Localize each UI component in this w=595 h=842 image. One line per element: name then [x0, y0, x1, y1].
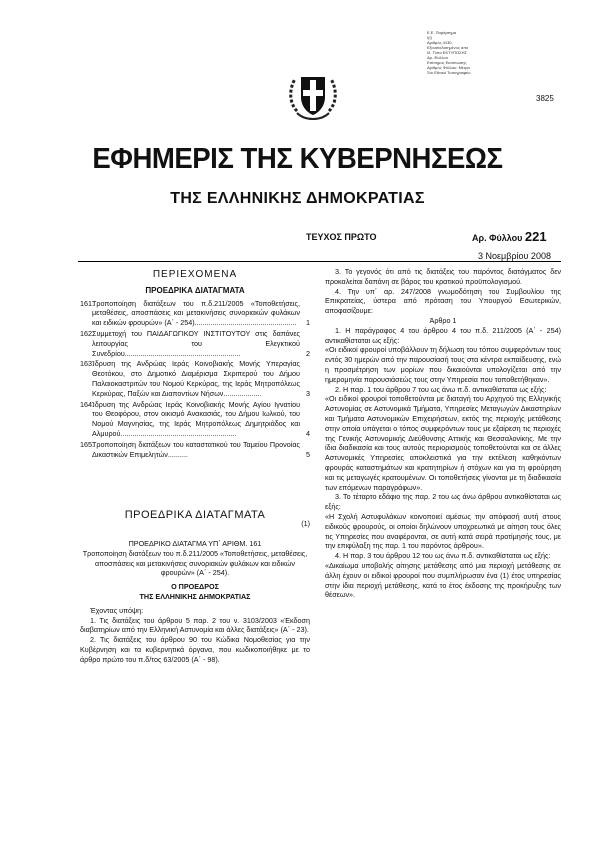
issue-date: 3 Νοεμβρίου 2008: [478, 251, 551, 261]
paragraph: 2. Τις διατάξεις του άρθρου 90 του Κώδικα Νομοθεσίας για την Κυβέρνηση και τα κυβερνητικά όργανα, που κωδικοποιήθηκε με το άρθρο πρώτο του π.δ/τος 63/2005 (Α΄ - 98).: [80, 635, 310, 664]
stamp-line: Στο Εθνικό Τυπογραφείο: [427, 70, 471, 75]
quoted-paragraph: «Οι ειδικοί φρουροί υποβάλλουν τη δήλωση του τόπου συμφερόντων τους εντός 30 ημερών από την παρουσίασή τους στα κέντρα εκπαίδευσης, ενώ η προσμέτρηση των μορίων που δικαιούνται υπολογίζεται από την ημερομηνία παρουσιάσεώς τους στην Υπηρεσία που τοποθετήθηκαν».: [325, 345, 561, 384]
sheet-number: [472, 229, 547, 244]
president-line-1: Ο ΠΡΟΕΔΡΟΣ: [171, 582, 219, 592]
decree-marker: (1): [301, 519, 310, 529]
paragraph: 3. Το γεγονός ότι από τις διατάξεις του παρόντος διατάγματος δεν προκαλείται δαπάνη σε βάρος του κρατικού προϋπολογισμού.: [325, 267, 561, 286]
gazette-title: ΕΦΗΜΕΡΙΣ ΤΗΣ ΚΥΒΕΡΝΗΣΕΩΣ: [92, 143, 503, 175]
contents-heading: ΠΕΡΙΕΧΟΜΕΝΑ: [152, 269, 238, 280]
paragraph: 1. Τις διατάξεις του άρθρου 5 παρ. 2 του ν. 3103/2003 «Έκδοση διαβατηρίων από την Ελληνική Αστυνομία και άλλες διατάξεις» (Α΄ - 23).: [80, 615, 310, 635]
toc-item[interactable]: 162. Συμμετοχή του ΠΑΙΔΑΓΩΓΙΚΟΥ ΙΝΣΤΙΤΟΥΤΟΥ στις δαπάνες λειτουργίας του Ελεγκτικού Συνεδρίου.......................................................... 2: [80, 328, 310, 358]
toc-item[interactable]: 165. Τροποποίηση διατάξεων του καταστατικού του Ταμείου Προνοίας Δικαστικών Επιμελητών.......... 5: [80, 439, 310, 459]
contents-list: [80, 299, 310, 460]
printing-stamp: [427, 30, 493, 75]
president-line-2: ΤΗΣ ΕΛΛΗΝΙΚΗΣ ΔΗΜΟΚΡΑΤΙΑΣ: [139, 591, 251, 601]
stamp-line: Ε.Ε. Παράρτημα: [427, 30, 457, 35]
paragraph: 4. Η παρ. 3 του άρθρου 12 του ως άνω π.δ. αντικαθίσταται ως εξής:: [335, 551, 551, 561]
toc-item[interactable]: 163. Ίδρυση της Ανδρώας Ιεράς Κοινοβιακής Μονής Υπεραγίας Θεοτόκου, στο Δημοτικό Διαμέρισμα Σκριπερού του Δήμου Παλαιοκαστριτών του Νομού Κερκύρας, της Ιεράς Μητροπόλεως Κερκύρας, Παξών και Διαποντίων Νήσων................... 3: [80, 359, 310, 398]
decrees-heading: ΠΡΟΕΔΡΙΚΑ ΔΙΑΤΑΓΜΑΤΑ: [124, 509, 266, 522]
coat-of-arms-icon: [287, 67, 339, 123]
left-column: [80, 267, 310, 665]
quoted-paragraph: «Η Σχολή Αστυφυλάκων κοινοποιεί αμέσως την απόφασή αυτή στους ειδικούς φρουρούς, οι οποίοι δηλώνουν υποχρεωτικά με αίτηση τους όλες τις Υπηρεσίες που αναφέρονται, σε αυτή κατά σειρά προτίμησής τους, με την επιφύλαξη της παρ. 1 του παρόντος άρθρου».: [325, 511, 561, 551]
toc-item[interactable]: 164. Ίδρυση της Ανδρώας Ιεράς Κοινοβιακής Μονής Αγίου Ιγνατίου του Θεοφόρου, στον οικισμό Ανακασιάς, του Δήμου Ιωλκού, του Νομού Μαγνησίας, της Ιεράς Μητροπόλεως Δημητριάδος και Αλμυρού.......................................................... 4: [80, 399, 310, 438]
paragraph: 3. Το τέταρτο εδάφιο της παρ. 2 του ως άνω άρθρου αντικαθίσταται ως εξής:: [325, 492, 561, 512]
stamp-line: Επίσημος Εκτύπωσης: [427, 60, 467, 65]
article-heading: Άρθρο 1: [429, 315, 457, 325]
stamp-line: Εξουσιοδοτημένος από: [427, 45, 469, 50]
stamp-line: Ι(Ι): [427, 35, 432, 40]
sheet-label: Αρ. Φύλλου: [472, 233, 523, 243]
considering-label: Έχοντας υπόψη:: [90, 605, 144, 615]
stamp-line: Αριθμός 4130,: [427, 40, 453, 45]
gazette-subtitle: ΤΗΣ ΕΛΛΗΝΙΚΗΣ ΔΗΜΟΚΡΑΤΙΑΣ: [170, 190, 425, 207]
paragraph: 1. Η παράγραφος 4 του άρθρου 4 του π.δ. 211/2005 (Α΄ - 254) αντικαθίσταται ως εξής:: [325, 325, 561, 345]
decree-description: Τροποποίηση διατάξεων του π.δ.211/2005 «Τοποθετήσεις, μεταθέσεις, αποσπάσεις και μετακινήσεις συνοριακών φυλάκων και ειδικών φρουρών» (Α΄ - 254).: [82, 548, 308, 578]
quoted-paragraph: «Δικαίωμα υποβολής αίτησης μετάθεσης από μια περιοχή μετάθεσης σε άλλη έχουν οι ειδικοί φρουροί που συμπλήρωσαν ένα (1) έτος υπηρεσίας στην ίδια περιοχή μετάθεσης, κατά το έτος έκδοσης της προκήρυξης των θέσεων».: [325, 560, 561, 600]
header-divider: [78, 261, 561, 262]
right-column: [325, 267, 561, 600]
paragraph: 2. Η παρ. 1 του άρθρου 7 του ως άνω π.δ. αντικαθίσταται ως εξής:: [335, 384, 547, 394]
contents-subheading: ΠΡΟΕΔΡΙΚΑ ΔΙΑΤΑΓΜΑΤΑ: [145, 285, 245, 295]
stamp-line: Αρ. Φύλλου: [427, 55, 448, 60]
issue-label: ΤΕΥΧΟΣ ΠΡΩΤΟ: [306, 232, 377, 242]
page-number: 3825: [536, 94, 554, 103]
toc-item[interactable]: 161. Τροποποίηση διατάξεων του π.δ.211/2005 «Τοποθετήσεις, μεταθέσεις, αποσπάσεις και μετακινήσεις συνοριακών φυλάκων και ειδικών φρουρών» (Α΄ - 254)................................................... 1: [80, 298, 310, 328]
sheet-number-value: 221: [524, 229, 547, 244]
paragraph: 4. Την υπ΄ αρ. 247/2008 γνωμοδότηση του Συμβουλίου της Επικρατείας, ύστερα από πρόταση του Υπουργού Εσωτερικών, αποφασίζουμε:: [325, 286, 561, 316]
stamp-line: Ιδ. Τύπο ΕΚΤΥΠΩΣΗΣ: [427, 50, 467, 55]
decree-title: ΠΡΟΕΔΡΙΚΟ ΔΙΑΤΑΓΜΑ ΥΠ΄ ΑΡΙΘΜ. 161: [128, 538, 262, 548]
stamp-line: Αριθμός Φύλλου: Μέτρα: [427, 65, 470, 70]
quoted-paragraph: «Οι ειδικοί φρουροί τοποθετούνται με διαταγή του Αρχηγού της Ελληνικής Αστυνομίας σε Αστυνομικά Τμήματα, Υπηρεσίες Μεταγωγών Δικαστηρίων και Τμήματα Αστυνομικών Επιχειρήσεων, εκτός της περιοχής μετάθεσης στην οποία υπάγεται ο τόπος συμφερόντων τους με εξαίρεση τις περιοχές της Γενικής Αστυνομικής Διεύθυνσης Αττικής και Θεσσαλονίκης. Με την ίδια διαδικασία και τους αυτούς περιορισμούς τοποθετούνται και σε άλλες Αστυνομικές Υπηρεσίες αποκλειστικά για την εκτέλεση καθηκόντων φρουράς καταστημάτων και κρατητηρίων ή στόχων και για τη φρούρηση και τις μεταγωγές κρατουμένων. Οι τοποθετήσεις γίνονται με τη διαδικασία των επόμενων παραγράφων».: [325, 394, 561, 492]
